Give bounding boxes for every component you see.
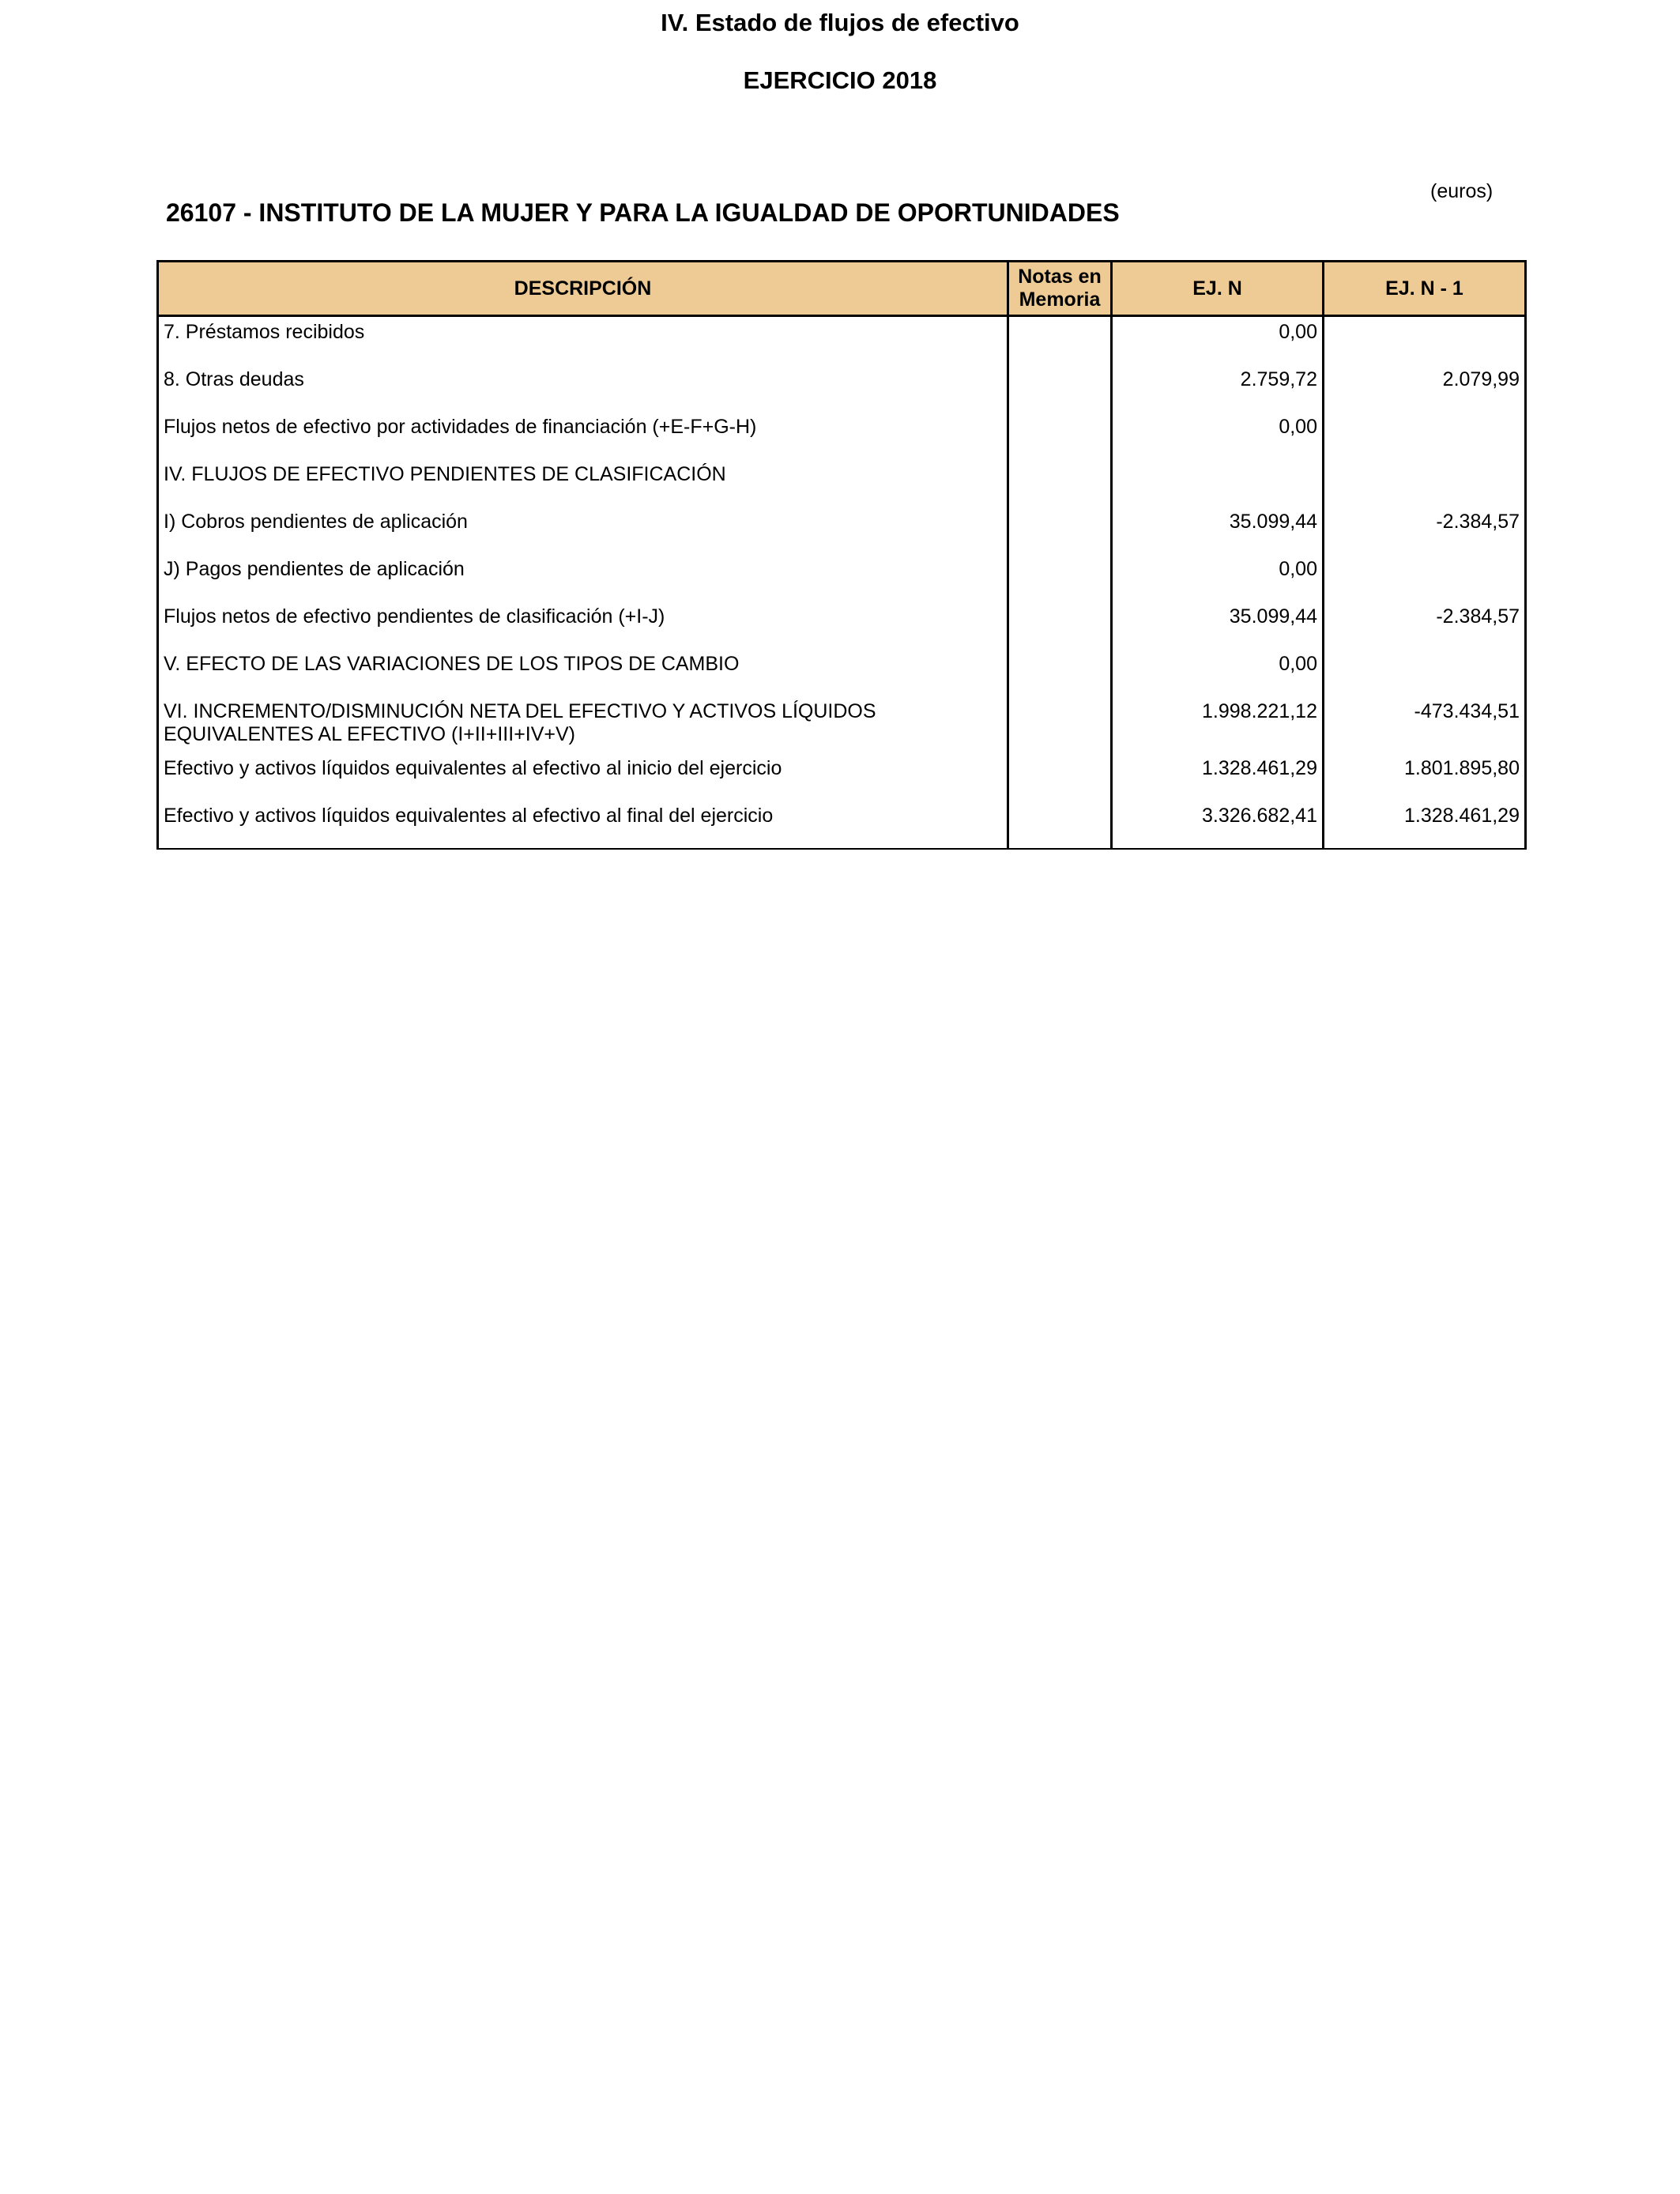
row-notes bbox=[1008, 507, 1112, 554]
row-current-value: 3.326.682,41 bbox=[1112, 801, 1324, 849]
row-previous-value: 1.801.895,80 bbox=[1324, 753, 1526, 801]
row-description: 7. Préstamos recibidos bbox=[158, 316, 1008, 365]
row-notes bbox=[1008, 412, 1112, 459]
row-previous-value bbox=[1324, 412, 1526, 459]
row-current-value: 2.759,72 bbox=[1112, 364, 1324, 412]
cash-flow-table bbox=[156, 260, 1527, 850]
row-current-value: 0,00 bbox=[1112, 316, 1324, 365]
row-previous-value: -473.434,51 bbox=[1324, 696, 1526, 753]
column-header-notes bbox=[1008, 262, 1112, 316]
table-row bbox=[158, 554, 1526, 601]
column-header-description: DESCRIPCIÓN bbox=[158, 262, 1008, 316]
row-description: Efectivo y activos líquidos equivalentes al efectivo al final del ejercicio bbox=[158, 801, 1008, 849]
row-previous-value bbox=[1324, 459, 1526, 507]
table-row bbox=[158, 753, 1526, 801]
units-label: (euros) bbox=[1430, 180, 1494, 202]
row-notes bbox=[1008, 554, 1112, 601]
row-description: V. EFECTO DE LAS VARIACIONES DE LOS TIPOS DE CAMBIO bbox=[158, 649, 1008, 696]
fiscal-year-title: EJERCICIO 2018 bbox=[743, 66, 937, 94]
row-current-value: 35.099,44 bbox=[1112, 507, 1324, 554]
table-row bbox=[158, 412, 1526, 459]
row-previous-value: -2.384,57 bbox=[1324, 601, 1526, 649]
row-notes bbox=[1008, 601, 1112, 649]
row-current-value: 35.099,44 bbox=[1112, 601, 1324, 649]
table-row bbox=[158, 459, 1526, 507]
table-header-row bbox=[158, 262, 1526, 316]
table-row bbox=[158, 801, 1526, 849]
row-description: Efectivo y activos líquidos equivalentes al efectivo al inicio del ejercicio bbox=[158, 753, 1008, 801]
table-row bbox=[158, 649, 1526, 696]
column-header-previous-year: EJ. N - 1 bbox=[1324, 262, 1526, 316]
row-notes bbox=[1008, 753, 1112, 801]
column-header-notes-line2: Memoria bbox=[1019, 288, 1101, 311]
column-header-current-year: EJ. N bbox=[1112, 262, 1324, 316]
row-previous-value bbox=[1324, 649, 1526, 696]
row-description bbox=[158, 696, 1008, 753]
row-previous-value: 2.079,99 bbox=[1324, 364, 1526, 412]
row-previous-value: 1.328.461,29 bbox=[1324, 801, 1526, 849]
row-notes bbox=[1008, 649, 1112, 696]
row-previous-value bbox=[1324, 554, 1526, 601]
row-description-line2: EQUIVALENTES AL EFECTIVO (I+II+III+IV+V) bbox=[164, 723, 576, 745]
row-previous-value: -2.384,57 bbox=[1324, 507, 1526, 554]
row-description: I) Cobros pendientes de aplicación bbox=[158, 507, 1008, 554]
row-description: Flujos netos de efectivo por actividades de financiación (+E-F+G-H) bbox=[158, 412, 1008, 459]
row-current-value: 0,00 bbox=[1112, 554, 1324, 601]
entity-heading: 26107 - INSTITUTO DE LA MUJER Y PARA LA IGUALDAD DE OPORTUNIDADES bbox=[166, 198, 1120, 227]
table-row bbox=[158, 601, 1526, 649]
row-previous-value bbox=[1324, 316, 1526, 365]
row-notes bbox=[1008, 696, 1112, 753]
row-current-value: 0,00 bbox=[1112, 412, 1324, 459]
table-row bbox=[158, 316, 1526, 365]
row-description: J) Pagos pendientes de aplicación bbox=[158, 554, 1008, 601]
row-description: 8. Otras deudas bbox=[158, 364, 1008, 412]
column-header-notes-line1: Notas en bbox=[1018, 266, 1102, 288]
row-description: IV. FLUJOS DE EFECTIVO PENDIENTES DE CLASIFICACIÓN bbox=[158, 459, 1008, 507]
row-current-value bbox=[1112, 459, 1324, 507]
table-row bbox=[158, 507, 1526, 554]
row-description: Flujos netos de efectivo pendientes de clasificación (+I-J) bbox=[158, 601, 1008, 649]
page-title: IV. Estado de flujos de efectivo bbox=[661, 9, 1019, 36]
table-row bbox=[158, 696, 1526, 753]
row-current-value: 0,00 bbox=[1112, 649, 1324, 696]
row-current-value: 1.328.461,29 bbox=[1112, 753, 1324, 801]
row-current-value: 1.998.221,12 bbox=[1112, 696, 1324, 753]
row-notes bbox=[1008, 801, 1112, 849]
row-notes bbox=[1008, 459, 1112, 507]
row-notes bbox=[1008, 364, 1112, 412]
row-description-line1: VI. INCREMENTO/DISMINUCIÓN NETA DEL EFECTIVO Y ACTIVOS LÍQUIDOS bbox=[164, 700, 876, 722]
table-row bbox=[158, 364, 1526, 412]
row-notes bbox=[1008, 316, 1112, 365]
